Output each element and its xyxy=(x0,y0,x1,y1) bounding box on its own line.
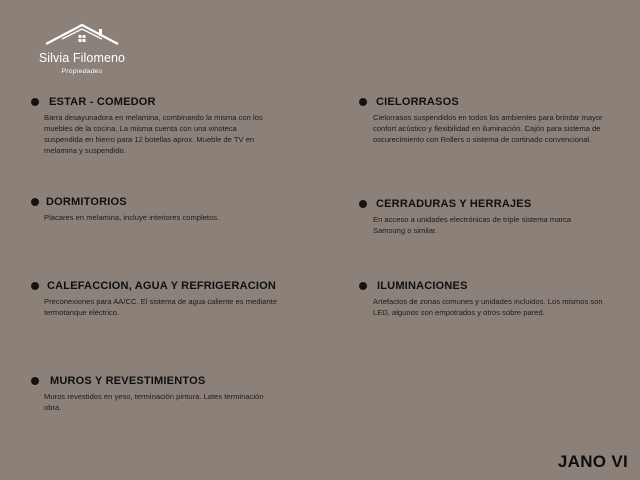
section-cerraduras xyxy=(359,198,609,238)
section-title: CIELORRASOS xyxy=(376,96,459,108)
section-title: ILUMINACIONES xyxy=(377,280,468,292)
project-name: JANO VI xyxy=(557,452,628,471)
section-body: Muros revestidos en yeso, terminación pintura. Latex terminación obra. xyxy=(44,392,264,412)
section-dormitorios xyxy=(31,196,281,226)
section-iluminaciones xyxy=(359,280,609,330)
bullet-icon xyxy=(359,98,367,106)
section-title: CERRADURAS Y HERRAJES xyxy=(376,198,532,210)
section-estar-comedor xyxy=(31,96,281,156)
brand-logo xyxy=(32,22,132,78)
section-calefaccion xyxy=(31,280,291,320)
section-body: Cielorrasos suspendidos en todos los ambientes para brindar mayor confort acústico y flexibilidad en iluminación. Cajón para sistema de oscurecimiento con Rollers o sistema de cortinado convencional. xyxy=(373,113,603,144)
bullet-icon xyxy=(31,98,39,106)
section-title: MUROS Y REVESTIMIENTOS xyxy=(50,375,206,387)
section-body: Preconexiones para AA/CC. El sistema de agua caliente es mediante termotanque eléctrico. xyxy=(44,297,278,317)
house-roof-icon xyxy=(40,22,124,50)
section-body: Placares en melamina, incluye interiores completos. xyxy=(44,213,220,222)
section-title: CALEFACCION, AGUA Y REFRIGERACION xyxy=(47,280,277,292)
brand-tagline: Propiedades xyxy=(61,68,103,75)
bullet-icon xyxy=(31,198,39,206)
section-body: Artefactos de zonas comunes y unidades incluidos. Los mismos son LED, algunos son empotrados y otros sobre pared. xyxy=(373,297,603,317)
bullet-icon xyxy=(31,377,39,385)
bullet-icon xyxy=(359,282,367,290)
bullet-icon xyxy=(31,282,39,290)
section-title: DORMITORIOS xyxy=(46,196,127,208)
brand-name: Silvia Filomeno xyxy=(38,51,126,65)
section-muros xyxy=(31,375,281,415)
section-body: Barra desayunadora en melamina, combinando la misma con los muebles de la cocina. La misma cuenta con una vinoteca suspendida en hierro para 12 botellas aprox. Mueble de TV en melamina y suspendido. xyxy=(44,113,263,155)
section-title: ESTAR - COMEDOR xyxy=(49,96,156,108)
section-cielorrasos xyxy=(359,96,609,156)
bullet-icon xyxy=(359,200,367,208)
section-body: En acceso a unidades electrónicas de triple sistema marca Samsung o similar. xyxy=(373,215,571,235)
